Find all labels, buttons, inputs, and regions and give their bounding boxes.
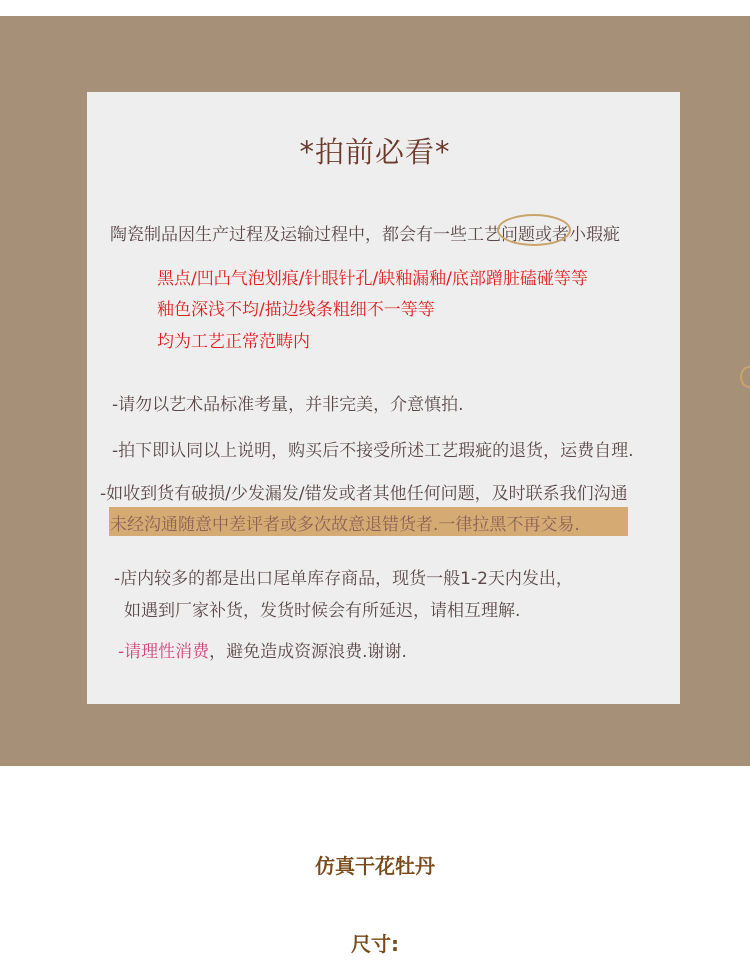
defect-line-2: 釉色深浅不均/描边线条粗细不一等等	[157, 300, 435, 320]
defect-line-1: 黑点/凹凸气泡划痕/针眼针孔/缺釉漏釉/底部蹭脏磕碰等等	[157, 269, 588, 289]
rational-note	[118, 637, 407, 662]
art-note: -请勿以艺术品标准考量，并非完美，介意慎拍.	[112, 395, 464, 415]
warning-note: 未经沟通随意中差评者或多次故意退错货者.一律拉黑不再交易.	[110, 515, 580, 535]
stock-note-1: -店内较多的都是出口尾单库存商品，现货一般1-2天内发出，	[114, 569, 573, 589]
defect-line-3: 均为工艺正常范畴内	[157, 332, 310, 352]
notice-title: *拍前必看*	[299, 135, 451, 169]
rational-note-accent: -请理性消费	[118, 642, 210, 662]
rational-note-rest: ，避免造成资源浪费.谢谢.	[209, 642, 407, 662]
contact-note: -如收到货有破损/少发漏发/错发或者其他任何问题，及时联系我们沟通	[100, 484, 628, 504]
stock-note-2: 如遇到厂家补货，发货时候会有所延迟，请相互理解.	[124, 601, 521, 621]
circle-mark-icon	[497, 214, 571, 246]
purchase-note: -拍下即认同以上说明，购买后不接受所述工艺瑕疵的退货，运费自理.	[112, 441, 634, 461]
notice-intro: 陶瓷制品因生产过程及运输过程中，都会有一些工艺问题或者小瑕疵	[110, 225, 620, 245]
product-name: 仿真干花牡丹	[315, 854, 435, 878]
size-label: 尺寸:	[351, 932, 399, 956]
